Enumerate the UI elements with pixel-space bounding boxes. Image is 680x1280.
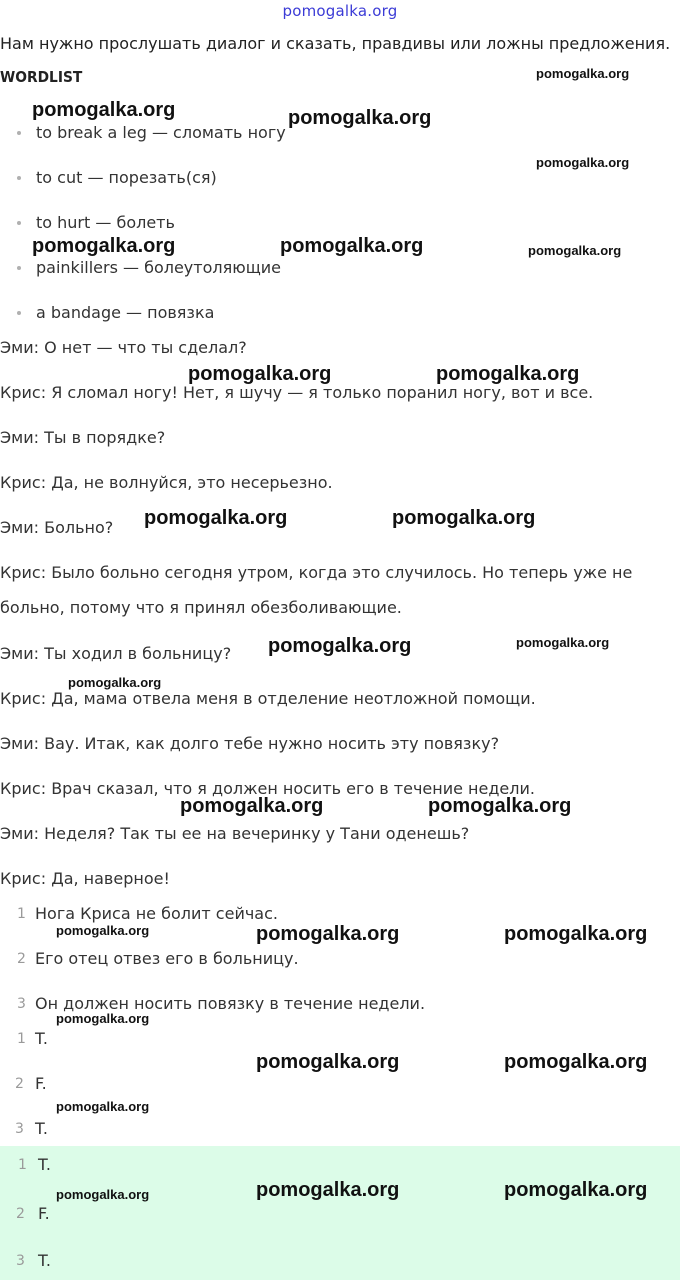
statement-text: Нога Криса не болит сейчас. xyxy=(35,904,278,923)
watermark: pomogalka.org xyxy=(32,99,176,121)
dialogue-line: Крис: Да, наверное! xyxy=(0,869,170,888)
dialogue-line: Крис: Я сломал ногу! Нет, я шучу — я только поранил ногу, вот и все. xyxy=(0,383,594,402)
bullet-icon xyxy=(17,266,21,270)
watermark: pomogalka.org xyxy=(144,507,288,529)
bullet-icon xyxy=(17,176,21,180)
dialogue-line: Эми: Ты в порядке? xyxy=(0,428,166,447)
dialogue-line: больно, потому что я принял обезболивающие. xyxy=(0,598,402,617)
dialogue-line: Крис: Врач сказал, что я должен носить его в течение недели. xyxy=(0,779,535,798)
watermark: pomogalka.org xyxy=(436,363,580,385)
watermark: pomogalka.org xyxy=(68,675,162,690)
answer-number: 3 xyxy=(15,1121,24,1137)
answer-text: T. xyxy=(38,1251,51,1270)
watermark: pomogalka.org xyxy=(504,1051,648,1073)
dialogue-line: Эми: О нет — что ты сделал? xyxy=(0,338,247,357)
wordlist-item: to break a leg — сломать ногу xyxy=(36,123,286,142)
bullet-icon xyxy=(17,221,21,225)
watermark: pomogalka.org xyxy=(504,923,648,945)
watermark: pomogalka.org xyxy=(56,1099,150,1114)
watermark: pomogalka.org xyxy=(536,155,630,170)
watermark: pomogalka.org xyxy=(188,363,332,385)
watermark: pomogalka.org xyxy=(32,235,176,257)
watermark: pomogalka.org xyxy=(280,235,424,257)
wordlist-heading: WORDLIST xyxy=(0,68,83,86)
answer-number: 1 xyxy=(18,1157,27,1173)
answer-text: T. xyxy=(35,1029,48,1048)
watermark: pomogalka.org xyxy=(528,243,622,258)
dialogue-line: Эми: Ты ходил в больницу? xyxy=(0,644,232,663)
wordlist-item: to hurt — болеть xyxy=(36,213,175,232)
bullet-icon xyxy=(17,131,21,135)
dialogue-line: Крис: Да, мама отвела меня в отделение неотложной помощи. xyxy=(0,689,536,708)
watermark: pomogalka.org xyxy=(180,795,324,817)
watermark: pomogalka.org xyxy=(56,1187,150,1202)
watermark: pomogalka.org xyxy=(516,635,610,650)
watermark: pomogalka.org xyxy=(288,107,432,129)
answer-number: 2 xyxy=(15,1076,24,1092)
watermark: pomogalka.org xyxy=(256,923,400,945)
wordlist-item: to cut — порезать(ся) xyxy=(36,168,217,187)
dialogue-line: Крис: Да, не волнуйся, это несерьезно. xyxy=(0,473,333,492)
dialogue-line: Эми: Больно? xyxy=(0,518,114,537)
watermark: pomogalka.org xyxy=(256,1051,400,1073)
statement-number: 1 xyxy=(17,906,26,922)
watermark: pomogalka.org xyxy=(504,1179,648,1201)
dialogue-line: Крис: Было больно сегодня утром, когда это случилось. Но теперь уже не xyxy=(0,563,633,582)
watermark: pomogalka.org xyxy=(56,923,150,938)
answer-highlight-box xyxy=(0,1146,680,1280)
statement-text: Он должен носить повязку в течение недели. xyxy=(35,994,426,1013)
watermark: pomogalka.org xyxy=(56,1011,150,1026)
watermark: pomogalka.org xyxy=(268,635,412,657)
answer-number: 1 xyxy=(17,1031,26,1047)
watermark: pomogalka.org xyxy=(428,795,572,817)
answer-text: F. xyxy=(35,1074,47,1093)
wordlist-item: a bandage — повязка xyxy=(36,303,215,322)
answer-number: 3 xyxy=(16,1253,25,1269)
answer-number: 2 xyxy=(16,1206,25,1222)
dialogue-line: Эми: Неделя? Так ты ее на вечеринку у Тани оденешь? xyxy=(0,824,470,843)
wordlist-item: painkillers — болеутоляющие xyxy=(36,258,282,277)
answer-text: F. xyxy=(38,1204,50,1223)
answer-text: T. xyxy=(35,1119,48,1138)
statement-number: 3 xyxy=(17,996,26,1012)
answer-text: T. xyxy=(38,1155,51,1174)
statement-number: 2 xyxy=(17,951,26,967)
watermark: pomogalka.org xyxy=(256,1179,400,1201)
statement-text: Его отец отвез его в больницу. xyxy=(35,949,299,968)
bullet-icon xyxy=(17,311,21,315)
watermark: pomogalka.org xyxy=(392,507,536,529)
site-title[interactable]: pomogalka.org xyxy=(282,2,398,20)
dialogue-line: Эми: Вау. Итак, как долго тебе нужно носить эту повязку? xyxy=(0,734,500,753)
watermark: pomogalka.org xyxy=(536,66,630,81)
intro-text: Нам нужно прослушать диалог и сказать, правдивы или ложны предложения. xyxy=(0,34,671,53)
